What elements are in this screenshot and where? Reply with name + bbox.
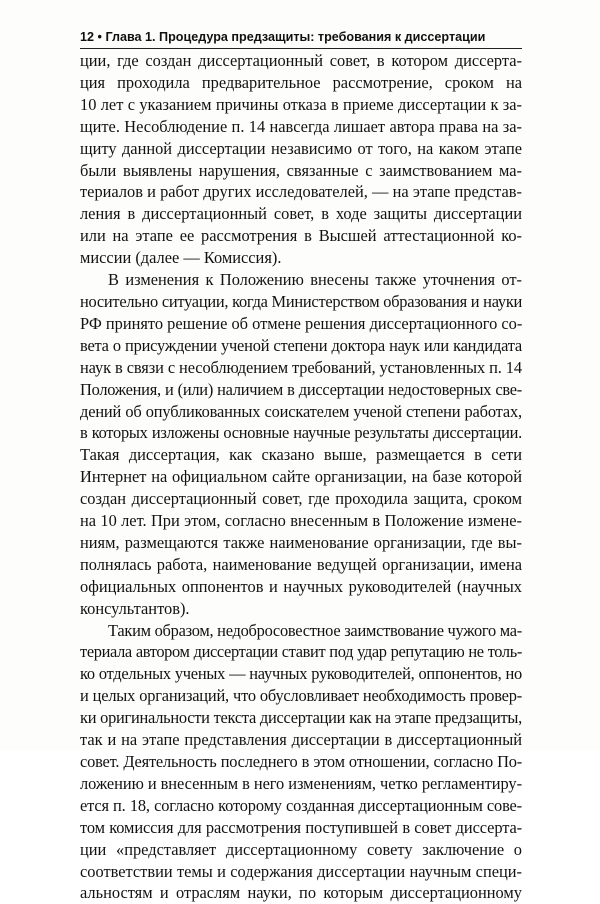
- text-line: Интернет на официальном сайте организации, на базе которой: [80, 467, 522, 487]
- page-number: 12: [80, 30, 95, 44]
- text-line: ления в диссертационный совет, в ходе защиты диссертации: [80, 204, 522, 224]
- chapter-title: Глава 1. Процедура предзащиты: требования к диссертации: [105, 30, 486, 44]
- paragraph-1: [80, 50, 522, 269]
- text-line: соответствии темы и содержания диссертации научным специ-: [80, 861, 522, 881]
- text-line: на 10 лет. При этом, согласно внесенным в Положение измене-: [80, 511, 522, 531]
- text-line: так и на этапе представления диссертации в диссертационный: [80, 730, 522, 750]
- running-header: [80, 30, 522, 44]
- text-line: ется п. 18, согласно которому созданная диссертационным сове-: [80, 795, 522, 815]
- text-line: ции «представляет диссертационному совету заключение о: [80, 839, 522, 859]
- text-line: Такая диссертация, как сказано выше, размещается в сети: [80, 445, 522, 465]
- text-line: создан диссертационный совет, где проходила защита, сроком: [80, 489, 522, 509]
- text-line: или на этапе ее рассмотрения в Высшей аттестационной ко-: [80, 226, 522, 246]
- header-rule: [80, 48, 522, 49]
- text-line: ки оригинальности текста диссертации как на этапе предзащиты,: [80, 708, 522, 728]
- text-line: в которых изложены основные научные результаты диссертации.: [80, 423, 522, 443]
- text-line: ция проходила предварительное рассмотрение, сроком на: [80, 72, 522, 92]
- text-line: носительно ситуации, когда Министерством образования и науки: [80, 291, 523, 311]
- text-line: были выявлены нарушения, связанные с заимствованием ма-: [80, 160, 522, 180]
- text-line: ниям, размещаются также наименование организации, где вы-: [80, 532, 522, 552]
- text-line: и целых организаций, что обусловливает необходимость провер-: [80, 686, 522, 706]
- text-line: наук в связи с несоблюдением требований, установленных п. 14: [80, 357, 522, 377]
- text-line: официальных оппонентов и научных руководителей (научных: [80, 576, 522, 596]
- paragraph-3: [80, 620, 522, 904]
- text-line: вета о присуждении ученой степени доктора наук или кандидата: [80, 335, 522, 355]
- text-line: 10 лет с указанием причины отказа в приеме диссертации к за-: [80, 94, 522, 114]
- text-line: ложению и внесенным в него изменениям, четко регламентиру-: [80, 773, 522, 793]
- text-line: ко отдельных ученых — научных руководителей, оппонентов, но: [80, 664, 522, 684]
- text-line: альностям и отраслям науки, по которым диссертационному: [80, 883, 522, 903]
- paragraph-2: [80, 269, 522, 620]
- text-line: миссии (далее — Комиссия).: [80, 248, 282, 268]
- text-line: В изменения к Положению внесены также уточнения от-: [108, 270, 522, 290]
- text-line: совет. Деятельность последнего в этом отношении, согласно По-: [80, 752, 522, 771]
- header-bullet: •: [97, 30, 102, 44]
- text-line: Положения, и (или) наличием в диссертации недостоверных све-: [80, 379, 522, 399]
- text-line: ции, где создан диссертационный совет, в котором диссерта-: [80, 51, 522, 70]
- text-line: териала автором диссертации ставит под удар репутацию не толь-: [80, 642, 522, 662]
- text-line: консультантов).: [80, 598, 190, 618]
- text-line: Таким образом, недобросовестное заимствование чужого ма-: [108, 620, 522, 640]
- text-line: щите. Несоблюдение п. 14 навсегда лишает автора права на за-: [80, 116, 522, 136]
- text-line: том комиссия для рассмотрения поступившей в совет диссерта-: [80, 817, 522, 837]
- text-line: дений об опубликованных соискателем ученой степени работах,: [80, 401, 522, 421]
- text-line: полнялась работа, наименование ведущей организации, имена: [80, 554, 522, 574]
- text-line: щиту данной диссертации независимо от того, на каком этапе: [80, 138, 522, 158]
- body-text: [80, 50, 522, 904]
- text-line: териалов и работ других исследователей, — на этапе представ-: [80, 182, 522, 202]
- text-line: РФ принято решение об отмене решения диссертационного со-: [80, 313, 523, 333]
